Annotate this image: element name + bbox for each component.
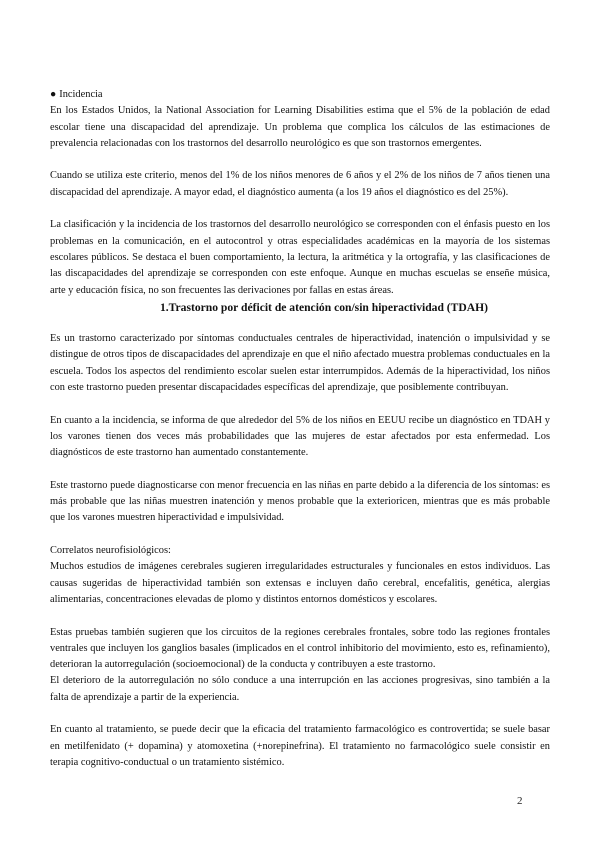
paragraph-tdah-2: En cuanto a la incidencia, se informa de que alrededor del 5% de los niños en EEUU recibe un diagnóstico en TDAH y los varones tienen dos veces más probabilidades que las mujeres de estar afectados por esta enfermedad. Los diagnósticos de este trastorno han aumentado constantemente. (50, 414, 550, 459)
paragraph-tdah-1: Es un trastorno caracterizado por síntomas conductuales centrales de hiperactividad, inatención o impulsividad y se distingue de otros tipos de discapacidades del aprendizaje en que el niño afectado muestra problemas conductuales en la escuela. Todos los aspectos del rendimiento escolar suelen estar interrumpidos. Además de la hiperactividad, los niños con este trastorno pueden presentar discapacidades específicas del aprendizaje, que posiblemente contribuyan. (50, 333, 550, 394)
page-content (50, 87, 550, 771)
section-heading-tdah: 1.Trastorno por déficit de atención con/sin hiperactividad (TDAH) (159, 300, 489, 314)
paragraph-tdah-3: Este trastorno puede diagnosticarse con menor frecuencia en las niñas en parte debido a la diferencia de los síntomas: es más probable que las niñas muestren inatención y menos probable que la exterioricen, mientras que es más probable que los varones muestren hiperactividad e impulsividad. (50, 479, 550, 524)
bullet-icon: ● (50, 89, 57, 100)
paragraph-pruebas-1: Estas pruebas también sugieren que los circuitos de la regiones cerebrales frontales, sobre todo las regiones frontales ventrales que incluyen los ganglios basales (implicados en el control inhibitorio del movimiento, esto es, refinamiento), deterioran la autorregulación (socioemocional) de la conducta y contribuyen a este trastorno. (50, 626, 550, 671)
section-label-text: Incidencia (59, 89, 103, 100)
correlatos-label: Correlatos neurofisiológicos: (50, 545, 171, 557)
paragraph-intro-3: La clasificación y la incidencia de los trastornos del desarrollo neurológico se corresponden con el énfasis puesto en los problemas en la comunicación, en el autocontrol y otras especialidades académicas en la mayoría de los sistemas escolares públicos. Se destaca el buen comportamiento, la lectura, la aritmética y la ortografía, y las clasificaciones de las discapacidades del aprendizaje se corresponden con este enfoque. Aunque en muchas escuelas se enseñe música, arte y educación física, no son frecuentes las derivaciones por fallas en estas áreas. (50, 219, 550, 296)
paragraph-pruebas-2: El deterioro de la autorregulación no sólo conduce a una interrupción en las acciones progresivas, sino también a la falta de aprendizaje a partir de la experiencia. (50, 675, 550, 703)
paragraph-correlatos-1: Muchos estudios de imágenes cerebrales sugieren irregularidades estructurales y funcionales en estos individuos. Las causas sugeridas de hiperactividad también son extensas e incluyen daño cerebral, encefalitis, genética, alergias alimentarias, concentraciones elevadas de plomo y distintos entornos domésticos y escolares. (50, 561, 550, 605)
paragraph-intro-2: Cuando se utiliza este criterio, menos del 1% de los niños menores de 6 años y el 2% de los niños de 7 años tienen una discapacidad del aprendizaje. A mayor edad, el diagnóstico aumenta (a los 19 años el diagnóstico es del 25%). (50, 170, 550, 198)
section-label-incidencia (50, 87, 550, 103)
paragraph-tratamiento-1: En cuanto al tratamiento, se puede decir que la eficacia del tratamiento farmacológico es controvertida; se suele basar en metilfenidato (+ dopamina) y atomoxetina (+norepinefrina). El tratamiento no farmacológico suele consistir en terapia cognitivo-conductual o un tratamiento sistémico. (50, 724, 550, 768)
paragraph-intro-1: En los Estados Unidos, la National Association for Learning Disabilities estima que el 5% de la población de edad escolar tiene una discapacidad del aprendizaje. Un problema que complica los cálculos de las estimaciones de prevalencia relacionadas con los trastornos del desarrollo neurológico es que son trastornos emergentes. (50, 105, 550, 149)
page-number: 2 (517, 795, 523, 807)
